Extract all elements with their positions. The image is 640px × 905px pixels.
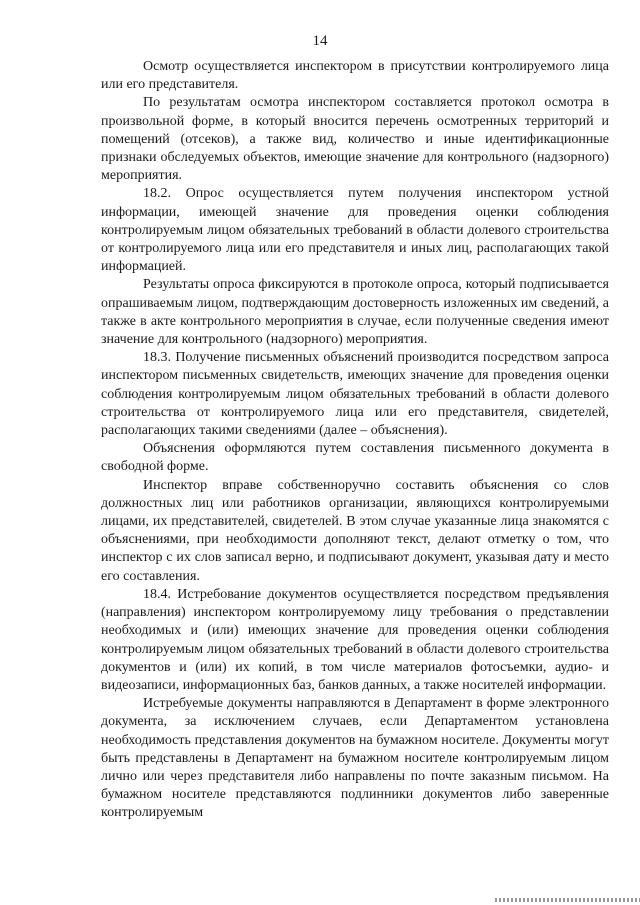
paragraph-inspection-protocol: По результатам осмотра инспектором составляется протокол осмотра в произвольной форме, в который вносится перечень осмотренных территорий и помещений (отсеков), а также вид, количество и иные идентификационные признаки обследуемых объектов, имеющие значение для контрольного (надзорного) мероприятия. [101, 95, 609, 184]
paragraph-inspector-drafting: Инспектор вправе собственноручно составить объяснения со слов должностных лиц или работников организации, являющихся контролируемыми лицами, их представителей, свидетелей. В этом случае указанные лица знакомятся с объяснениями, при необходимости дополняют текст, делают отметку о том, что инспектор с их слов записал верно, и подписывают документ, указывая дату и место его составления. [101, 477, 609, 584]
paragraph-18-4-document-request: 18.4. Истребование документов осуществляется посредством предъявления (направления) инспектором контролируемому лицу требования о представлении необходимых и (или) имеющих значение для проведения оценки соблюдения контролируемым лицом обязательных требований в области долевого строительства документов и (или) их копий, в том числе материалов фотосъемки, аудио- и видеозаписи, информационных баз, банков данных, а также носителей информации. [101, 586, 609, 693]
paragraph-survey-results: Результаты опроса фиксируются в протоколе опроса, который подписывается опрашиваемым лицом, подтверждающим достоверность изложенных им сведений, а также в акте контрольного мероприятия в случае, если полученные сведения имеют значение для контрольного (надзорного) мероприятия. [101, 277, 609, 348]
paragraph-requested-documents: Истребуемые документы направляются в Департамент в форме электронного документа, за исключением случаев, если Департаментом установлена необходимость представления документов на бумажном носителе. Документы могут быть представлены в Департамент на бумажном носителе контролируемым лицом лично или через представителя либо направлены по почте заказным письмом. На бумажном носителе представляются подлинники документов либо заверенные контролируемым [101, 696, 609, 821]
paragraph-inspection-presence: Осмотр осуществляется инспектором в присутствии контролируемого лица или его представителя. [101, 59, 609, 93]
document-body [101, 58, 609, 823]
paragraph-18-3-written-explanations: 18.3. Получение письменных объяснений производится посредством запроса инспектором письменных свидетельств, имеющих значение для проведения оценки соблюдения контролируемым лицом обязательных требований в области долевого строительства от контролируемого лица или его представителя, свидетелей, располагающих такими сведениями (далее – объяснения). [101, 350, 609, 439]
scan-edge-mark [495, 898, 640, 902]
page-number: 14 [312, 33, 328, 49]
paragraph-explanations-form: Объяснения оформляются путем составления письменного документа в свободной форме. [101, 441, 609, 475]
paragraph-18-2-survey: 18.2. Опрос осуществляется путем получения инспектором устной информации, имеющей значение для проведения оценки соблюдения контролируемым лицом обязательных требований в области долевого строительства от контролируемого лица или его представителя и иных лиц, располагающих такой информацией. [101, 186, 609, 275]
